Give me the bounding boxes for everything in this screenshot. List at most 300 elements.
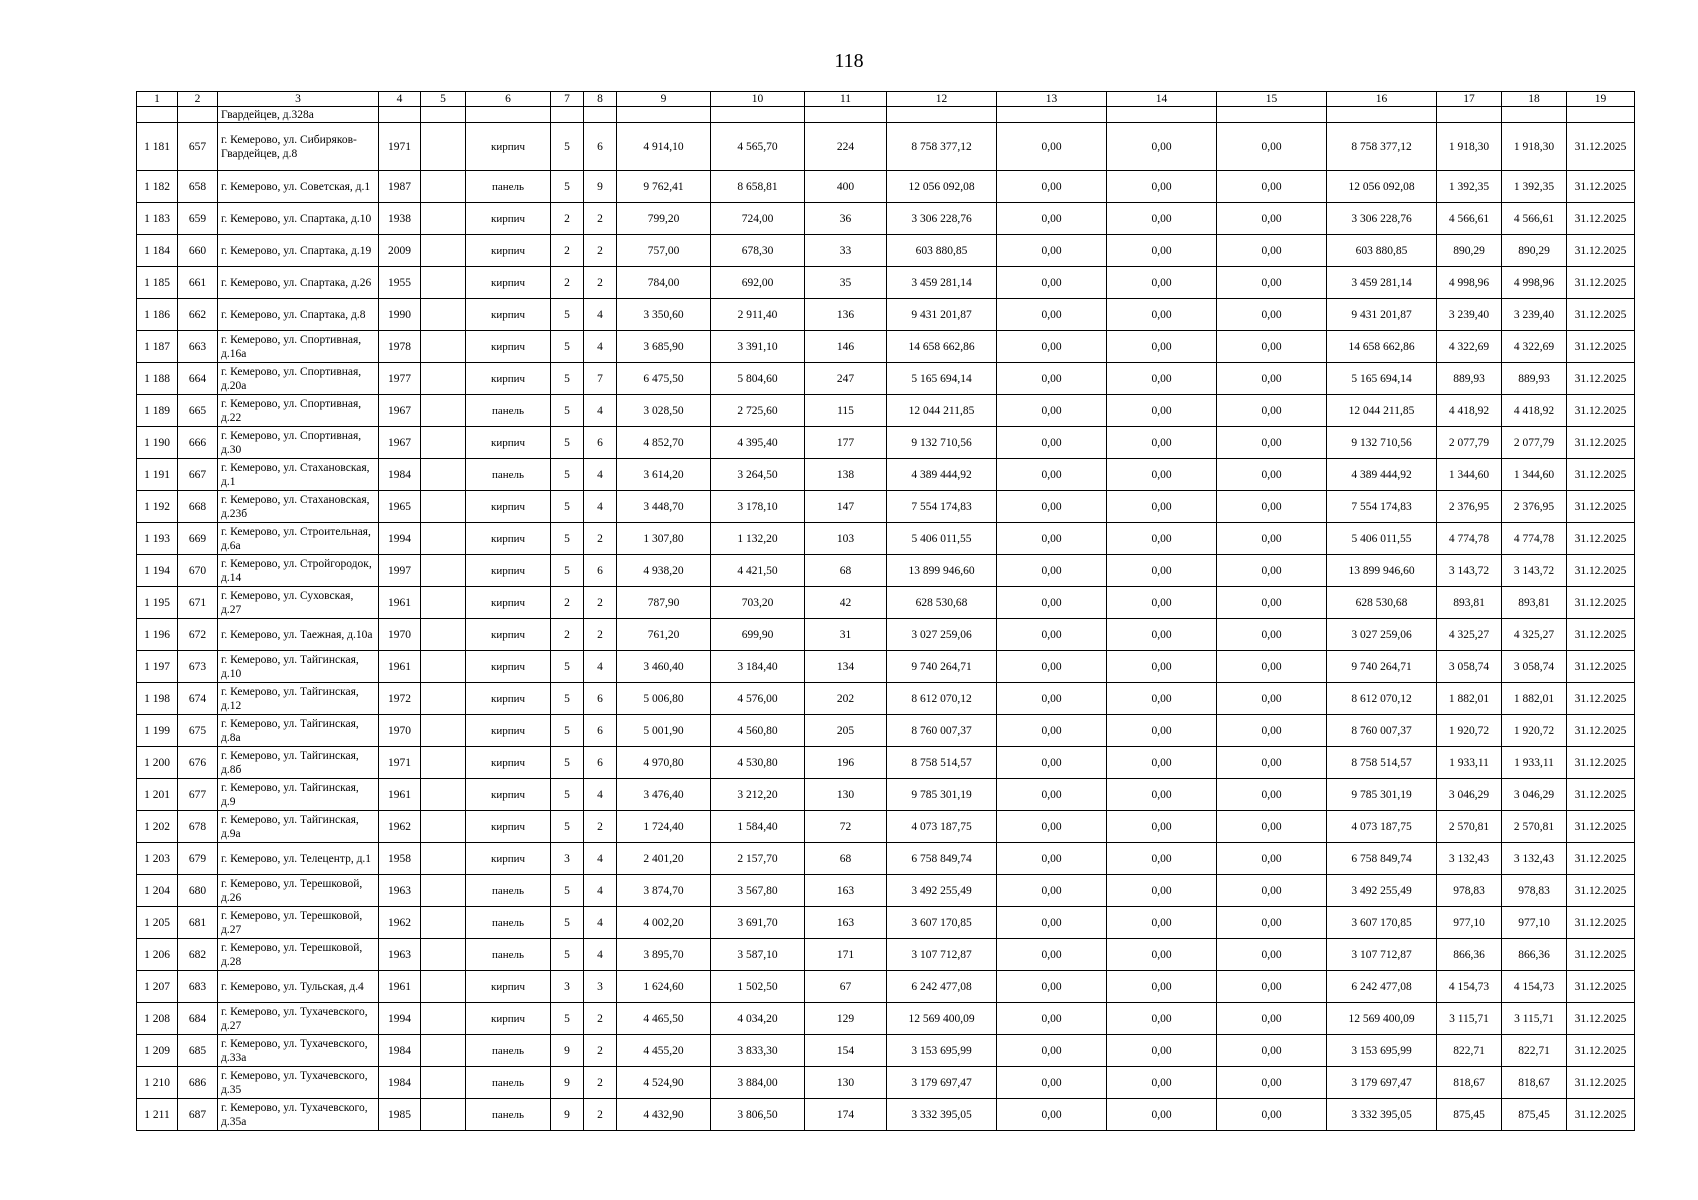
table-cell: панель (466, 1067, 551, 1099)
table-cell (421, 1067, 466, 1099)
table-cell: кирпич (466, 203, 551, 235)
table-cell: 3 239,40 (1502, 299, 1567, 331)
table-cell: 2 (584, 811, 617, 843)
table-cell: 6 (584, 555, 617, 587)
table-cell: 3 212,20 (711, 779, 805, 811)
table-cell: 31.12.2025 (1567, 395, 1635, 427)
table-cell: 5 (551, 715, 584, 747)
table-cell: 4 774,78 (1437, 523, 1502, 555)
table-cell: 1 194 (137, 555, 178, 587)
table-cell: 3 691,70 (711, 907, 805, 939)
table-cell: 0,00 (1107, 907, 1217, 939)
table-cell: 5 (551, 875, 584, 907)
table-cell: 1967 (379, 395, 421, 427)
table-cell: 31.12.2025 (1567, 715, 1635, 747)
table-cell: 0,00 (1107, 843, 1217, 875)
table-cell: 0,00 (1107, 875, 1217, 907)
table-cell: 0,00 (1107, 363, 1217, 395)
table-cell: 0,00 (1217, 811, 1327, 843)
table-cell: 0,00 (1217, 1099, 1327, 1131)
table-cell: 0,00 (997, 203, 1107, 235)
table-cell (421, 267, 466, 299)
table-cell: 2 (584, 267, 617, 299)
table-cell: 5 406 011,55 (887, 523, 997, 555)
table-cell: 5 001,90 (617, 715, 711, 747)
table-cell: 668 (178, 491, 218, 523)
table-cell (421, 491, 466, 523)
table-cell: 177 (805, 427, 887, 459)
table-cell (421, 427, 466, 459)
table-cell: 68 (805, 555, 887, 587)
table-cell (421, 747, 466, 779)
column-header: 10 (711, 92, 805, 107)
table-cell: 1 920,72 (1502, 715, 1567, 747)
table-cell: 4 325,27 (1437, 619, 1502, 651)
table-cell: 4 073 187,75 (887, 811, 997, 843)
table-cell (421, 1035, 466, 1067)
table-cell: 72 (805, 811, 887, 843)
column-header: 2 (178, 92, 218, 107)
table-cell: 6 (584, 715, 617, 747)
table-cell: 1994 (379, 523, 421, 555)
table-cell: 8 612 070,12 (887, 683, 997, 715)
table-row (137, 907, 1635, 939)
table-cell: 1978 (379, 331, 421, 363)
table-cell: 1 132,20 (711, 523, 805, 555)
table-row (137, 123, 1635, 171)
table-cell: 129 (805, 1003, 887, 1035)
table-cell: 134 (805, 651, 887, 683)
table-cell: 1 882,01 (1437, 683, 1502, 715)
table-cell: 0,00 (1107, 459, 1217, 491)
table-cell: 31.12.2025 (1567, 907, 1635, 939)
table-cell (887, 107, 997, 123)
table-cell: 7 554 174,83 (1327, 491, 1437, 523)
table-cell: 1 185 (137, 267, 178, 299)
table-cell (421, 363, 466, 395)
table-cell: 12 056 092,08 (1327, 171, 1437, 203)
column-header: 17 (1437, 92, 1502, 107)
table-cell: 9 785 301,19 (1327, 779, 1437, 811)
table-cell: кирпич (466, 523, 551, 555)
table-cell: 8 758 514,57 (887, 747, 997, 779)
table-cell: 6 242 477,08 (887, 971, 997, 1003)
table-cell (421, 331, 466, 363)
table-cell: 0,00 (997, 1099, 1107, 1131)
address-cell: г. Кемерово, ул. Строительная, д.6а (218, 523, 379, 555)
table-cell: 1984 (379, 1035, 421, 1067)
table-cell: 1963 (379, 939, 421, 971)
table-cell (421, 171, 466, 203)
table-cell: 678 (178, 811, 218, 843)
table-cell: 3 046,29 (1437, 779, 1502, 811)
table-cell: 0,00 (1107, 1003, 1217, 1035)
table-row (137, 1003, 1635, 1035)
table-cell: 0,00 (997, 395, 1107, 427)
table-cell: 0,00 (1217, 427, 1327, 459)
table-cell: 1961 (379, 651, 421, 683)
address-cell: г. Кемерово, ул. Спартака, д.26 (218, 267, 379, 299)
table-cell: 3 685,90 (617, 331, 711, 363)
table-cell: 4 034,20 (711, 1003, 805, 1035)
table-cell: 1 181 (137, 123, 178, 171)
address-cell: г. Кемерово, ул. Телецентр, д.1 (218, 843, 379, 875)
table-cell (421, 587, 466, 619)
table-row (137, 427, 1635, 459)
table-cell: 0,00 (1107, 939, 1217, 971)
table-cell: 0,00 (997, 971, 1107, 1003)
table-cell: 677 (178, 779, 218, 811)
address-cell: г. Кемерово, ул. Тайгинская, д.10 (218, 651, 379, 683)
table-cell: 115 (805, 395, 887, 427)
table-cell: 1 210 (137, 1067, 178, 1099)
table-cell: 9 (551, 1067, 584, 1099)
table-cell: 6 (584, 123, 617, 171)
table-cell: 163 (805, 875, 887, 907)
table-cell (421, 1099, 466, 1131)
table-cell: 0,00 (997, 715, 1107, 747)
address-cell: г. Кемерово, ул. Тухачевского, д.35а (218, 1099, 379, 1131)
table-cell: 1 193 (137, 523, 178, 555)
table-cell: 0,00 (1217, 651, 1327, 683)
table-cell: 0,00 (997, 523, 1107, 555)
table-cell: 103 (805, 523, 887, 555)
table-cell: 0,00 (1217, 555, 1327, 587)
table-cell: 3 184,40 (711, 651, 805, 683)
table-cell: 0,00 (997, 123, 1107, 171)
table-cell: кирпич (466, 331, 551, 363)
table-row (137, 811, 1635, 843)
table-cell: 0,00 (997, 427, 1107, 459)
table-cell: кирпич (466, 651, 551, 683)
table-row (137, 523, 1635, 555)
table-cell: 31.12.2025 (1567, 1035, 1635, 1067)
table-cell: 3 884,00 (711, 1067, 805, 1099)
table-cell: 4 566,61 (1437, 203, 1502, 235)
table-cell: 680 (178, 875, 218, 907)
table-cell: 3 567,80 (711, 875, 805, 907)
address-cell: г. Кемерово, ул. Спортивная, д.22 (218, 395, 379, 427)
table-cell: 0,00 (1107, 747, 1217, 779)
table-cell: кирпич (466, 267, 551, 299)
table-cell: 4 418,92 (1502, 395, 1567, 427)
table-cell: 8 760 007,37 (1327, 715, 1437, 747)
table-cell: 7 554 174,83 (887, 491, 997, 523)
table-cell: 33 (805, 235, 887, 267)
table-cell: 1971 (379, 747, 421, 779)
table-cell: 3 107 712,87 (887, 939, 997, 971)
table-cell: 5 (551, 523, 584, 555)
table-row (137, 971, 1635, 1003)
table-cell: 31.12.2025 (1567, 875, 1635, 907)
address-cell: г. Кемерово, ул. Спартака, д.8 (218, 299, 379, 331)
table-cell: 2 570,81 (1502, 811, 1567, 843)
table-cell: 1972 (379, 683, 421, 715)
table-cell: 31.12.2025 (1567, 523, 1635, 555)
address-cell: г. Кемерово, ул. Тайгинская, д.8б (218, 747, 379, 779)
table-cell: 4 (584, 939, 617, 971)
table-cell: 4 524,90 (617, 1067, 711, 1099)
address-cell: г. Кемерово, ул. Спартака, д.10 (218, 203, 379, 235)
table-cell: 5 804,60 (711, 363, 805, 395)
table-cell: 3 492 255,49 (1327, 875, 1437, 907)
table-cell: 893,81 (1502, 587, 1567, 619)
table-cell: кирпич (466, 427, 551, 459)
table-cell: 1 189 (137, 395, 178, 427)
column-header: 11 (805, 92, 887, 107)
table-cell: 13 899 946,60 (887, 555, 997, 587)
table-cell: 1 190 (137, 427, 178, 459)
table-cell: 675 (178, 715, 218, 747)
table-cell: 4 432,90 (617, 1099, 711, 1131)
table-cell: 3 806,50 (711, 1099, 805, 1131)
table-row (137, 843, 1635, 875)
address-cell: г. Кемерово, ул. Терешковой, д.26 (218, 875, 379, 907)
table-cell: 0,00 (997, 1035, 1107, 1067)
table-cell: 1 882,01 (1502, 683, 1567, 715)
table-cell: 0,00 (1217, 299, 1327, 331)
table-cell: 1 183 (137, 203, 178, 235)
table-cell: 3 028,50 (617, 395, 711, 427)
table-cell: 5 (551, 395, 584, 427)
table-cell: 31.12.2025 (1567, 683, 1635, 715)
table-cell: 12 569 400,09 (887, 1003, 997, 1035)
address-cell: г. Кемерово, ул. Тайгинская, д.8а (218, 715, 379, 747)
table-cell: 1 204 (137, 875, 178, 907)
table-cell: 866,36 (1437, 939, 1502, 971)
table-row (137, 459, 1635, 491)
table-cell: 0,00 (997, 555, 1107, 587)
table-row (137, 363, 1635, 395)
table-cell: 4 322,69 (1437, 331, 1502, 363)
table-cell: 0,00 (1217, 843, 1327, 875)
table-cell: 0,00 (1217, 459, 1327, 491)
table-cell: 0,00 (997, 363, 1107, 395)
table-cell: 3 391,10 (711, 331, 805, 363)
table-cell: 0,00 (1217, 587, 1327, 619)
table-cell: 6 (584, 427, 617, 459)
table-cell: 659 (178, 203, 218, 235)
table-row (137, 203, 1635, 235)
address-cell: г. Кемерово, ул. Сибиряков-Гвардейцев, д.8 (218, 123, 379, 171)
table-cell (617, 107, 711, 123)
table-cell: 2 (584, 1099, 617, 1131)
table-cell: 247 (805, 363, 887, 395)
table-cell: 4 (584, 907, 617, 939)
table-cell: 628 530,68 (1327, 587, 1437, 619)
table-cell: 1 584,40 (711, 811, 805, 843)
table-cell: 2 (584, 203, 617, 235)
table-cell: 5 (551, 363, 584, 395)
table-cell: 1967 (379, 427, 421, 459)
table-cell: 0,00 (997, 843, 1107, 875)
table-cell (421, 811, 466, 843)
table-cell: 0,00 (997, 907, 1107, 939)
table-cell: 4 154,73 (1502, 971, 1567, 1003)
table-cell: 661 (178, 267, 218, 299)
table-cell: 3 492 255,49 (887, 875, 997, 907)
table-cell: 1985 (379, 1099, 421, 1131)
table-cell: 163 (805, 907, 887, 939)
table-cell: 4 938,20 (617, 555, 711, 587)
table-cell: 146 (805, 331, 887, 363)
table-cell: 3 153 695,99 (887, 1035, 997, 1067)
column-header: 15 (1217, 92, 1327, 107)
table-row (137, 1035, 1635, 1067)
table-cell: 5 (551, 331, 584, 363)
table-cell: 400 (805, 171, 887, 203)
table-cell: 35 (805, 267, 887, 299)
table-cell (997, 107, 1107, 123)
table-cell: 0,00 (1107, 427, 1217, 459)
table-cell (421, 299, 466, 331)
table-cell: 31.12.2025 (1567, 1003, 1635, 1035)
table-cell: 0,00 (1107, 779, 1217, 811)
table-cell: 674 (178, 683, 218, 715)
table-cell: 1 344,60 (1437, 459, 1502, 491)
table-cell: 1 209 (137, 1035, 178, 1067)
table-cell: 0,00 (1217, 395, 1327, 427)
column-header: 16 (1327, 92, 1437, 107)
table-cell: 0,00 (997, 1003, 1107, 1035)
table-cell: 2 157,70 (711, 843, 805, 875)
table-cell: 3 132,43 (1437, 843, 1502, 875)
table-cell: 667 (178, 459, 218, 491)
table-cell: 9 132 710,56 (1327, 427, 1437, 459)
table-cell: 31.12.2025 (1567, 459, 1635, 491)
table-cell (421, 619, 466, 651)
table-cell: 799,20 (617, 203, 711, 235)
table-cell: 889,93 (1502, 363, 1567, 395)
table-cell: 31.12.2025 (1567, 779, 1635, 811)
table-cell (421, 459, 466, 491)
table-row (137, 555, 1635, 587)
table-cell: панель (466, 875, 551, 907)
table-cell: 5 (551, 491, 584, 523)
table-cell: 3 115,71 (1437, 1003, 1502, 1035)
table-cell: 9 (551, 1035, 584, 1067)
table-cell: 0,00 (1107, 587, 1217, 619)
table-cell: 31.12.2025 (1567, 651, 1635, 683)
table-cell: 0,00 (1107, 491, 1217, 523)
table-cell: 687 (178, 1099, 218, 1131)
table-cell: 662 (178, 299, 218, 331)
table-cell: 4 970,80 (617, 747, 711, 779)
table-cell: 664 (178, 363, 218, 395)
table-cell: 2 (584, 619, 617, 651)
table-cell: кирпич (466, 587, 551, 619)
table-cell: 1970 (379, 715, 421, 747)
table-body (137, 107, 1635, 1131)
table-cell: 8 760 007,37 (887, 715, 997, 747)
table-cell: кирпич (466, 747, 551, 779)
table-cell: 0,00 (997, 299, 1107, 331)
table-cell: 3 027 259,06 (887, 619, 997, 651)
table-cell: 6 (584, 683, 617, 715)
table-row (137, 747, 1635, 779)
table-cell: 0,00 (1107, 811, 1217, 843)
table-cell: 2 (551, 587, 584, 619)
table-row (137, 779, 1635, 811)
table-cell: 0,00 (1107, 683, 1217, 715)
table-cell: 1970 (379, 619, 421, 651)
table-cell: 31.12.2025 (1567, 843, 1635, 875)
table-cell: 0,00 (997, 171, 1107, 203)
table-cell: кирпич (466, 779, 551, 811)
table-row (137, 1067, 1635, 1099)
address-cell: г. Кемерово, ул. Стройгородок, д.14 (218, 555, 379, 587)
table-cell: 1 392,35 (1437, 171, 1502, 203)
table-cell: 42 (805, 587, 887, 619)
table-cell: 4 (584, 843, 617, 875)
table-cell: 0,00 (1217, 331, 1327, 363)
table-cell: 603 880,85 (1327, 235, 1437, 267)
table-cell: 1977 (379, 363, 421, 395)
table-cell: 1 197 (137, 651, 178, 683)
address-cell: г. Кемерово, ул. Тухачевского, д.27 (218, 1003, 379, 1035)
column-header: 5 (421, 92, 466, 107)
table-cell: 1962 (379, 907, 421, 939)
table-cell: 3 607 170,85 (1327, 907, 1437, 939)
table-cell: кирпич (466, 123, 551, 171)
table-cell: 0,00 (1217, 939, 1327, 971)
table-cell: 31.12.2025 (1567, 123, 1635, 171)
housing-registry-table (136, 91, 1635, 1131)
table-cell: 1 502,50 (711, 971, 805, 1003)
table-cell: 4 565,70 (711, 123, 805, 171)
table-cell: 31.12.2025 (1567, 555, 1635, 587)
table-cell: 1984 (379, 1067, 421, 1099)
table-cell: 154 (805, 1035, 887, 1067)
table-cell: 4 576,00 (711, 683, 805, 715)
table-cell: 14 658 662,86 (887, 331, 997, 363)
table-cell: 0,00 (1107, 123, 1217, 171)
table-cell: 866,36 (1502, 939, 1567, 971)
table-cell: 3 350,60 (617, 299, 711, 331)
table-cell: 0,00 (1107, 203, 1217, 235)
table-cell: 2 077,79 (1437, 427, 1502, 459)
table-cell (421, 843, 466, 875)
table-cell: 4 (584, 779, 617, 811)
table-cell: 8 612 070,12 (1327, 683, 1437, 715)
table-cell: 4 (584, 395, 617, 427)
table-cell: 4 (584, 875, 617, 907)
table-cell: 678,30 (711, 235, 805, 267)
table-cell: 3 306 228,76 (1327, 203, 1437, 235)
address-cell: г. Кемерово, ул. Тайгинская, д.9 (218, 779, 379, 811)
table-cell: 2 376,95 (1437, 491, 1502, 523)
table-cell: 875,45 (1437, 1099, 1502, 1131)
table-cell: 684 (178, 1003, 218, 1035)
table-cell: 603 880,85 (887, 235, 997, 267)
column-header: 6 (466, 92, 551, 107)
table-cell: 1987 (379, 171, 421, 203)
table-row (137, 939, 1635, 971)
table-cell: 1 182 (137, 171, 178, 203)
table-cell: 5 (551, 811, 584, 843)
address-cell: г. Кемерово, ул. Советская, д.1 (218, 171, 379, 203)
table-cell: 2009 (379, 235, 421, 267)
table-cell (421, 107, 466, 123)
table-cell: 670 (178, 555, 218, 587)
table-cell: 205 (805, 715, 887, 747)
table-cell: 31.12.2025 (1567, 939, 1635, 971)
table-cell: 31.12.2025 (1567, 299, 1635, 331)
table-cell: 1965 (379, 491, 421, 523)
address-cell: г. Кемерово, ул. Спортивная, д.20а (218, 363, 379, 395)
table-cell: кирпич (466, 683, 551, 715)
table-cell (137, 107, 178, 123)
